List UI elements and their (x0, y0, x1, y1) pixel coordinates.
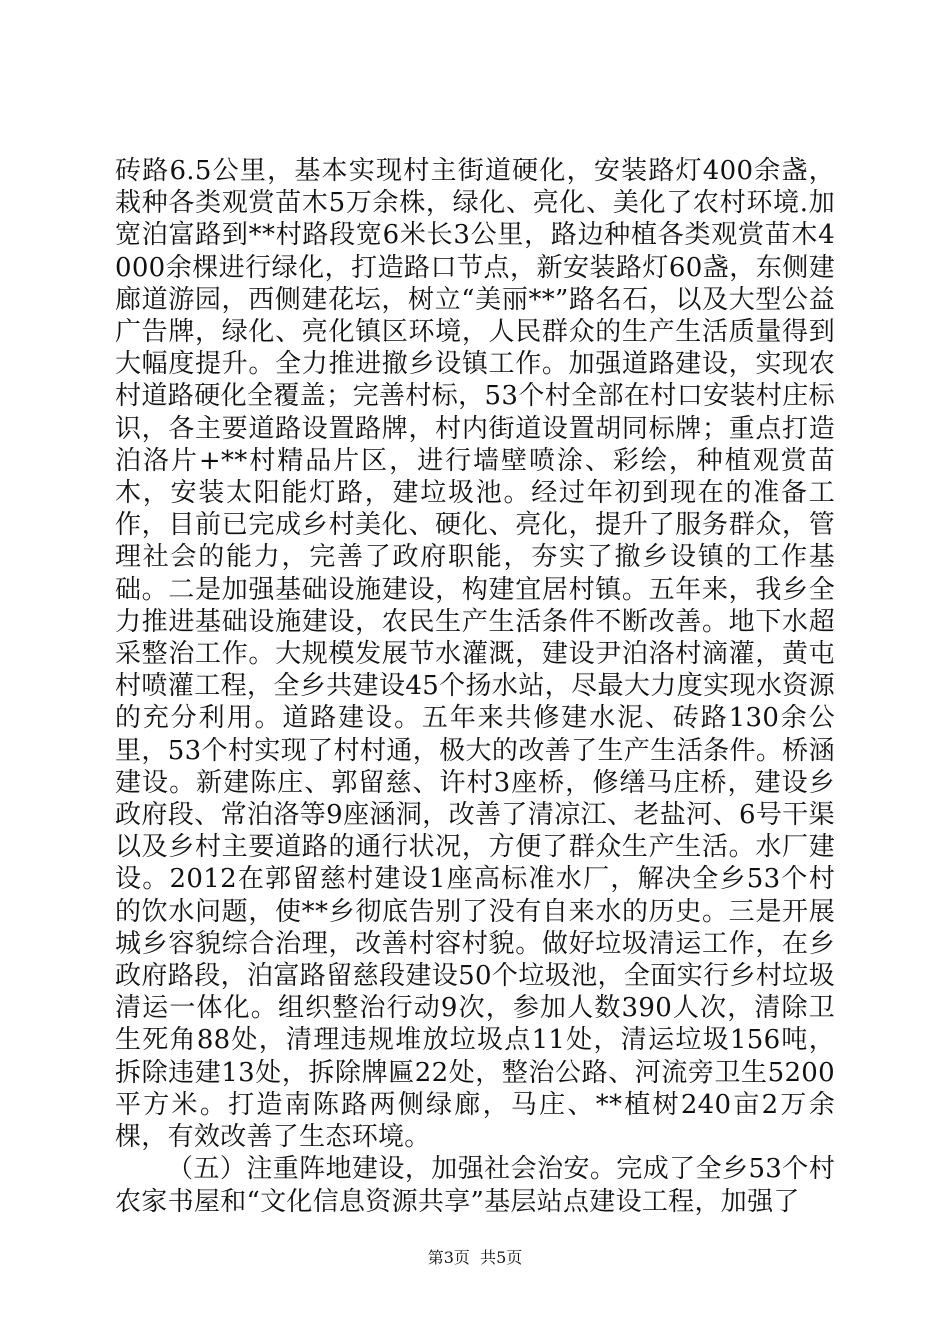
page-total: 共5页 (480, 1248, 523, 1267)
page-number: 第3页 (427, 1248, 470, 1267)
page-footer (0, 1245, 950, 1268)
document-body (115, 155, 835, 1218)
paragraph-1: 砖路6.5公里，基本实现村主街道硬化，安装路灯400余盏，栽种各类观赏苗木5万余株，绿化、亮化、美化了农村环境.加宽泊富路到**村路段宽6米长3公里，路边种植各类观赏苗木4000余棵进行绿化，打造路口节点，新安装路灯60盏，东侧建廊道游园，西侧建花坛，树立“美丽**”路名石，以及大型公益广告牌，绿化、亮化镇区环境，人民群众的生产生活质量得到大幅度提升。全力推进撤乡设镇工作。加强道路建设，实现农村道路硬化全覆盖；完善村标，53个村全部在村口安装村庄标识，各主要道路设置路牌，村内街道设置胡同标牌；重点打造泊洛片+**村精品片区，进行墙壁喷涂、彩绘，种植观赏苗木，安装太阳能灯路，建垃圾池。经过年初到现在的准备工作，目前已完成乡村美化、硬化、亮化，提升了服务群众，管理社会的能力，完善了政府职能，夯实了撤乡设镇的工作基础。二是加强基础设施建设，构建宜居村镇。五年来，我乡全力推进基础设施建设，农民生产生活条件不断改善。地下水超采整治工作。大规模发展节水灌溉，建设尹泊洛村滴灌，黄屯村喷灌工程，全乡共建设45个扬水站，尽最大力度实现水资源的充分利用。道路建设。五年来共修建水泥、砖路130余公里，53个村实现了村村通，极大的改善了生产生活条件。桥涵建设。新建陈庄、郭留慈、许村3座桥，修缮马庄桥，建设乡政府段、常泊洛等9座涵洞，改善了清凉江、老盐河、6号干渠以及乡村主要道路的通行状况，方便了群众生产生活。水厂建设。2012在郭留慈村建设1座高标准水厂，解决全乡53个村的饮水问题，使**乡彻底告别了没有自来水的历史。三是开展城乡容貌综合治理，改善村容村貌。做好垃圾清运工作，在乡政府路段，泊富路留慈段建设50个垃圾池，全面实行乡村垃圾清运一体化。组织整治行动9次，参加人数390人次，清除卫生死角88处，清理违规堆放垃圾点11处，清运垃圾156吨，拆除违建13处，拆除牌匾22处，整治公路、河流旁卫生5200平方米。打造南陈路两侧绿廊，马庄、**植树240亩2万余棵，有效改善了生态环境。 (115, 156, 835, 1153)
paragraph-2: （五）注重阵地建设，加强社会治安。完成了全乡53个村农家书屋和“文化信息资源共享”基层站点建设工程，加强了 (115, 1154, 835, 1217)
